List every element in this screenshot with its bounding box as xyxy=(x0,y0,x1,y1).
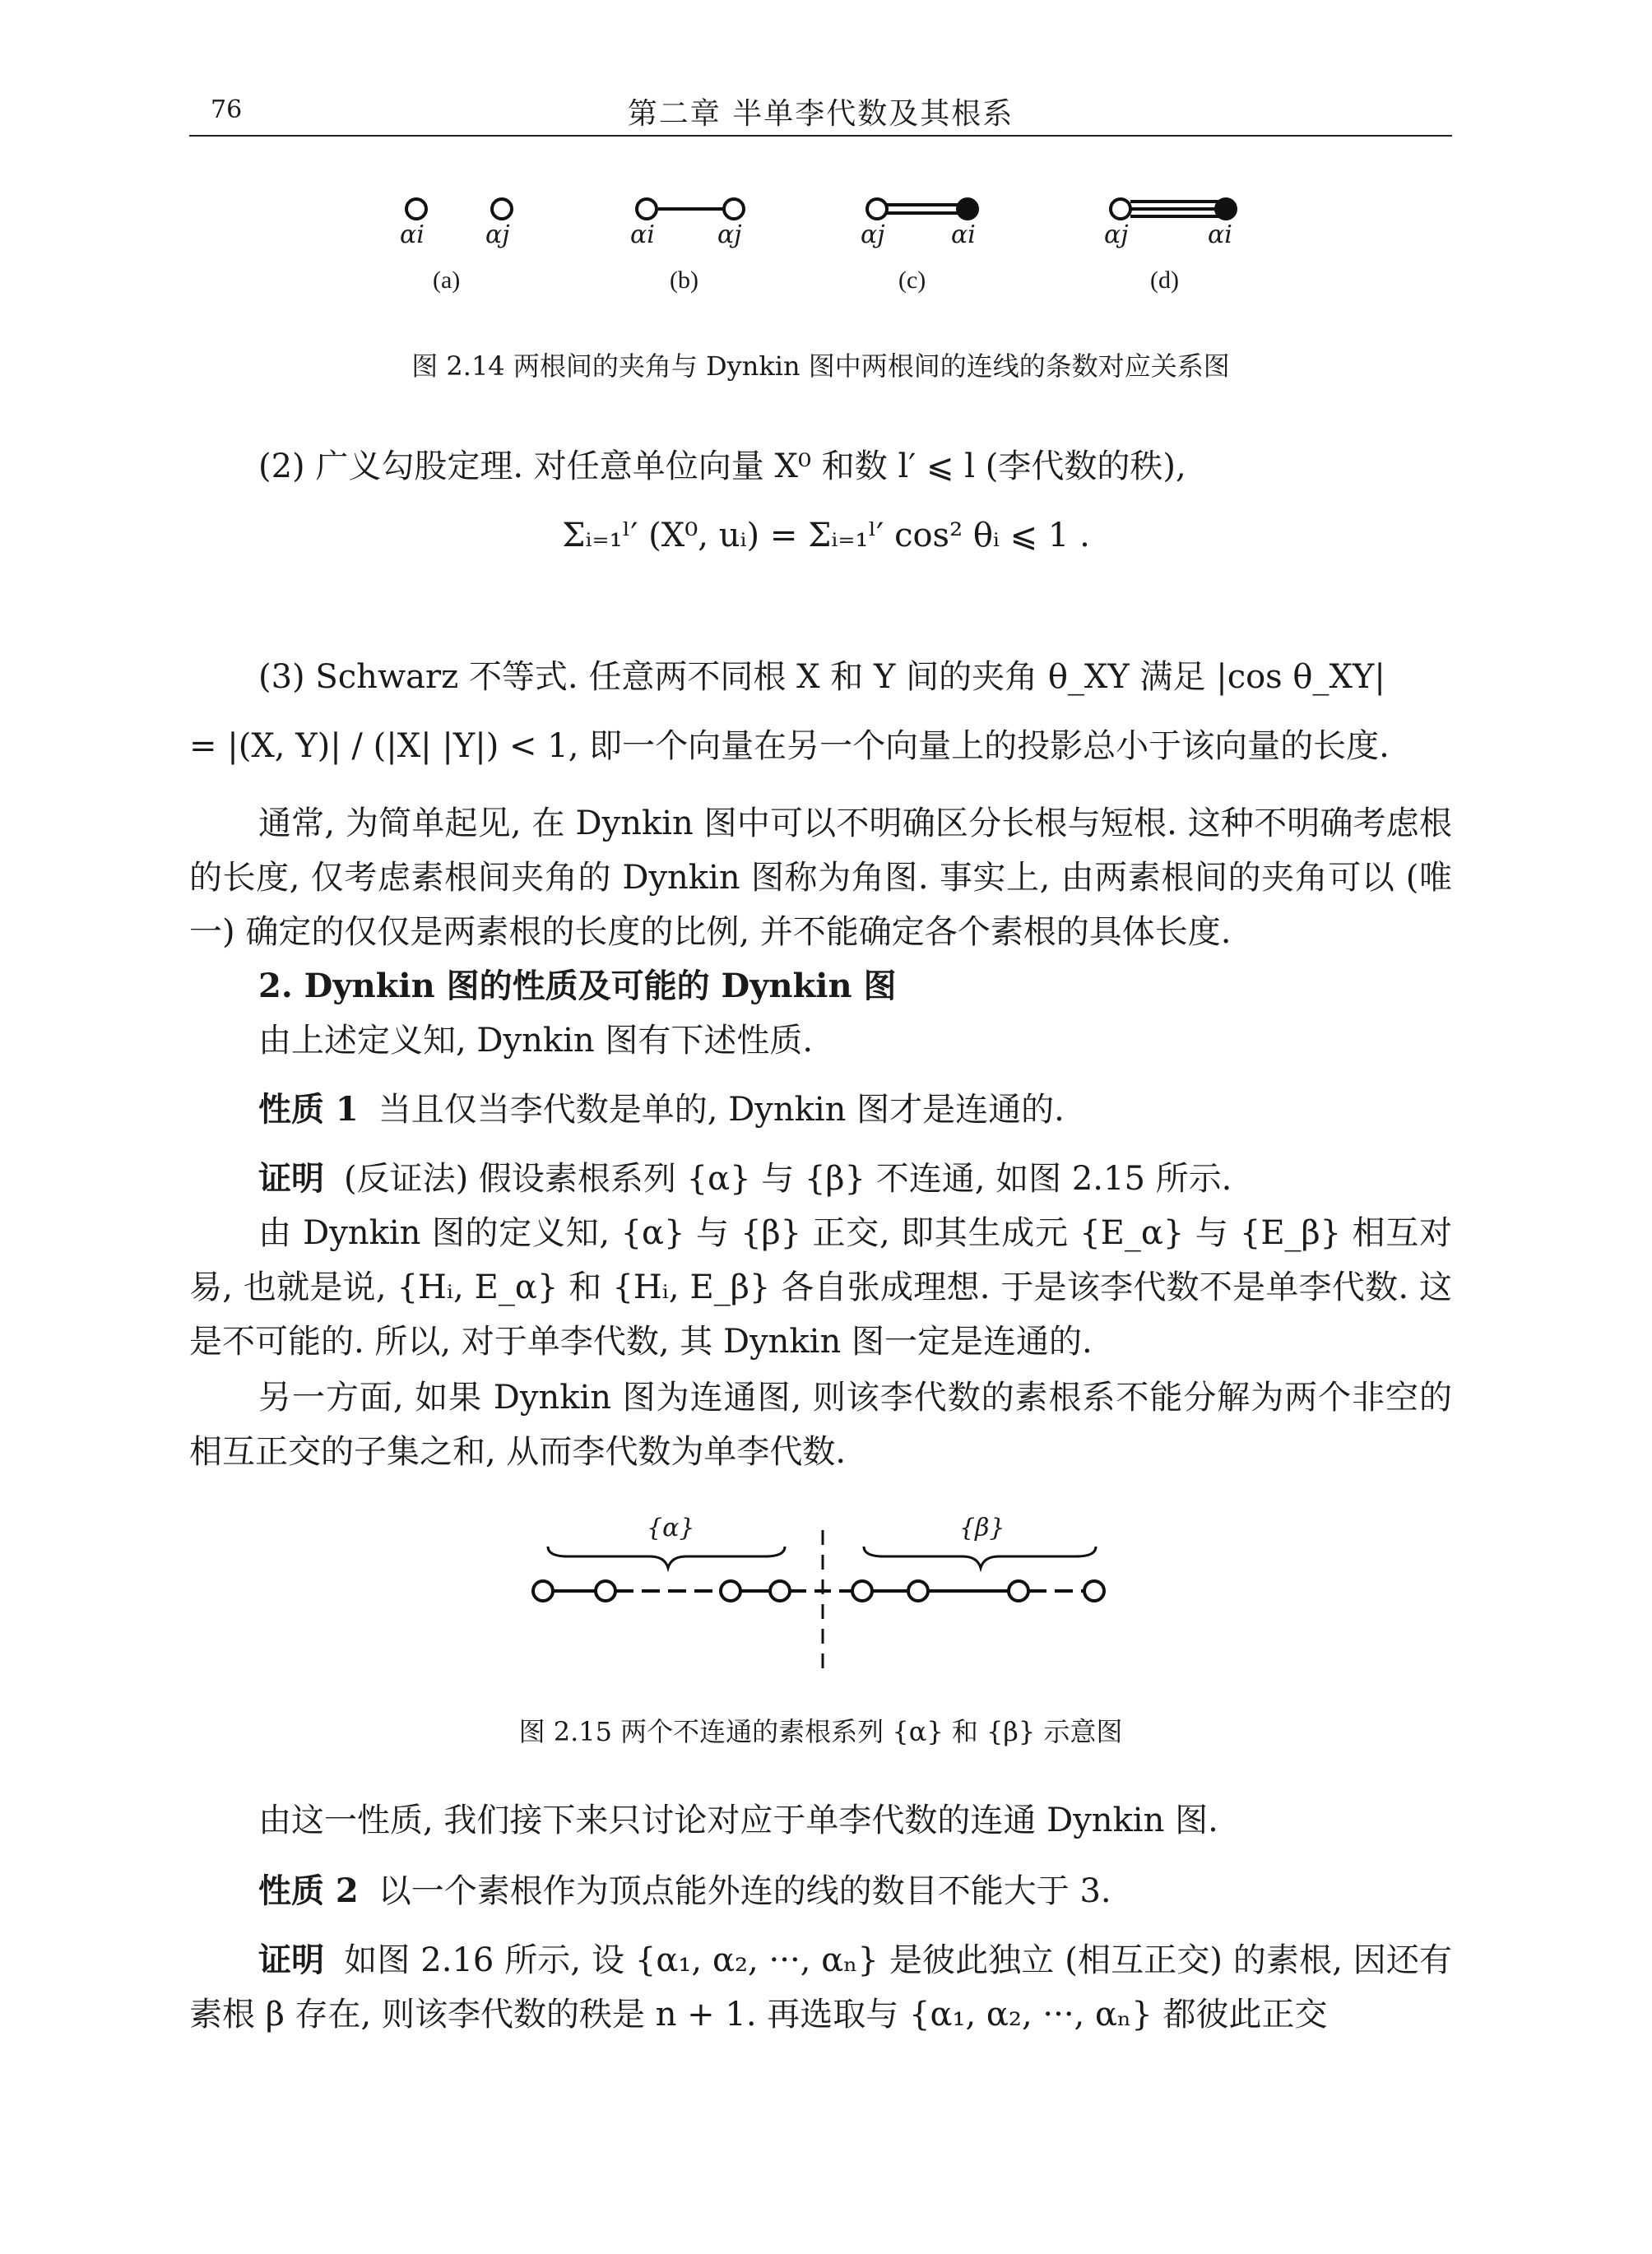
section-heading-2: 2. Dynkin 图的性质及可能的 Dynkin 图 xyxy=(258,967,897,1005)
property-2-label: 性质 2 xyxy=(258,1871,359,1910)
paragraph-connected: 另一方面, 如果 Dynkin 图为连通图, 则该李代数的素根系不能分解为两个非空的相互正交的子集之和, 从而李代数为单李代数. xyxy=(189,1379,1452,1471)
formula-sum-cos xyxy=(0,517,1652,554)
node-d-left xyxy=(1111,199,1130,219)
node-a-right xyxy=(492,199,512,219)
proof-1 xyxy=(189,1152,1452,1206)
beta-node-2 xyxy=(908,1581,928,1601)
alpha-node-3 xyxy=(721,1581,740,1601)
node-d-right xyxy=(1216,199,1236,219)
property-2 xyxy=(189,1864,1452,1918)
proof-1-label: 证明 xyxy=(258,1159,324,1198)
beta-node-4 xyxy=(1084,1581,1104,1601)
panel-d-letter: (d) xyxy=(1150,267,1179,294)
label-c-left: αj xyxy=(861,220,885,249)
alpha-node-4 xyxy=(770,1581,790,1601)
label-d-left: αj xyxy=(1104,220,1129,249)
chapter-title: 第二章 半单李代数及其根系 xyxy=(627,97,1014,131)
figure-2-14 xyxy=(0,0,1652,329)
node-c-right xyxy=(958,199,977,219)
panel-b-letter: (b) xyxy=(670,267,698,294)
proof-2-label: 证明 xyxy=(258,1941,325,1979)
property-1-label: 性质 1 xyxy=(258,1090,359,1129)
label-b-left: αi xyxy=(630,220,655,249)
property-1 xyxy=(189,1083,1452,1137)
property-1-text: 当且仅当李代数是单的, Dynkin 图才是连通的. xyxy=(378,1091,1065,1129)
alpha-node-1 xyxy=(533,1581,553,1601)
formula-text: Σᵢ₌₁ˡ′ (X⁰, uᵢ) = Σᵢ₌₁ˡ′ cos² θᵢ ⩽ 1 . xyxy=(562,517,1090,554)
label-alpha-set: {α} xyxy=(647,1514,695,1542)
paragraph-orthogonal: 由 Dynkin 图的定义知, {α} 与 {β} 正交, 即其生成元 {E_α} 与 {E_β} 相互对易, 也就是说, {Hᵢ, E_α} 和 {Hᵢ, E_β} 各自张成理想. 于是该李代数不是单李代数. 这是不可能的. 所以, 对于单李代数, 其 Dynkin 图一定是连通的. xyxy=(189,1214,1452,1361)
paragraph-pythagorean: (2) 广义勾股定理. 对任意单位向量 X⁰ 和数 l′ ⩽ l (李代数的秩), xyxy=(258,448,1186,485)
figure-2-14-caption: 图 2.14 两根间的夹角与 Dynkin 图中两根间的连线的条数对应关系图 xyxy=(411,350,1230,382)
paragraph-properties-intro: 由上述定义知, Dynkin 图有下述性质. xyxy=(258,1022,814,1060)
proof-2 xyxy=(189,1933,1452,2042)
label-a-right: αj xyxy=(485,220,510,249)
paragraph-discuss-connected: 由这一性质, 我们接下来只讨论对应于单李代数的连通 Dynkin 图. xyxy=(258,1802,1218,1839)
proof-2-text: 如图 2.16 所示, 设 {α₁, α₂, ···, αₙ} 是彼此独立 (相互正交) 的素根, 因还有素根 β 存在, 则该李代数的秩是 n + 1. 再选取与 {α₁, α₂, ···, αₙ} 都彼此正交 xyxy=(189,1941,1452,2034)
label-d-right: αi xyxy=(1208,220,1232,249)
proof-1-text: (反证法) 假设素根系列 {α} 与 {β} 不连通, 如图 2.15 所示. xyxy=(344,1160,1232,1198)
node-b-right xyxy=(724,199,744,219)
label-b-right: αj xyxy=(717,220,742,249)
property-2-text: 以一个素根作为顶点能外连的线的数目不能大于 3. xyxy=(378,1872,1111,1910)
figure-2-15 xyxy=(0,1497,1652,1686)
label-c-right: αi xyxy=(951,220,976,249)
node-c-left xyxy=(867,199,887,219)
beta-node-3 xyxy=(1009,1581,1028,1601)
label-a-left: αi xyxy=(400,220,425,249)
node-a-left xyxy=(406,199,426,219)
page-number: 76 xyxy=(211,95,243,124)
alpha-node-2 xyxy=(596,1581,615,1601)
paragraph-schwarz-2: = |(X, Y)| / (|X| |Y|) < 1, 即一个向量在另一个向量上的投影总小于该向量的长度. xyxy=(189,727,1390,765)
figure-2-15-caption: 图 2.15 两个不连通的素根系列 {α} 和 {β} 示意图 xyxy=(518,1716,1123,1747)
panel-a-letter: (a) xyxy=(433,267,461,294)
label-beta-set: {β} xyxy=(959,1514,1005,1542)
paragraph-schwarz-1: (3) Schwarz 不等式. 任意两不同根 X 和 Y 间的夹角 θ_XY 满足 |cos θ_XY| xyxy=(258,658,1385,696)
node-b-left xyxy=(637,199,657,219)
paragraph-angle-diagram: 通常, 为简单起见, 在 Dynkin 图中可以不明确区分长根与短根. 这种不明确考虑根的长度, 仅考虑素根间夹角的 Dynkin 图称为角图. 事实上, 由两素根间的夹角可以 (唯一) 确定的仅仅是两素根的长度的比例, 并不能确定各个素根的具体长度. xyxy=(189,805,1452,951)
beta-node-1 xyxy=(852,1581,872,1601)
panel-c-letter: (c) xyxy=(898,267,926,294)
